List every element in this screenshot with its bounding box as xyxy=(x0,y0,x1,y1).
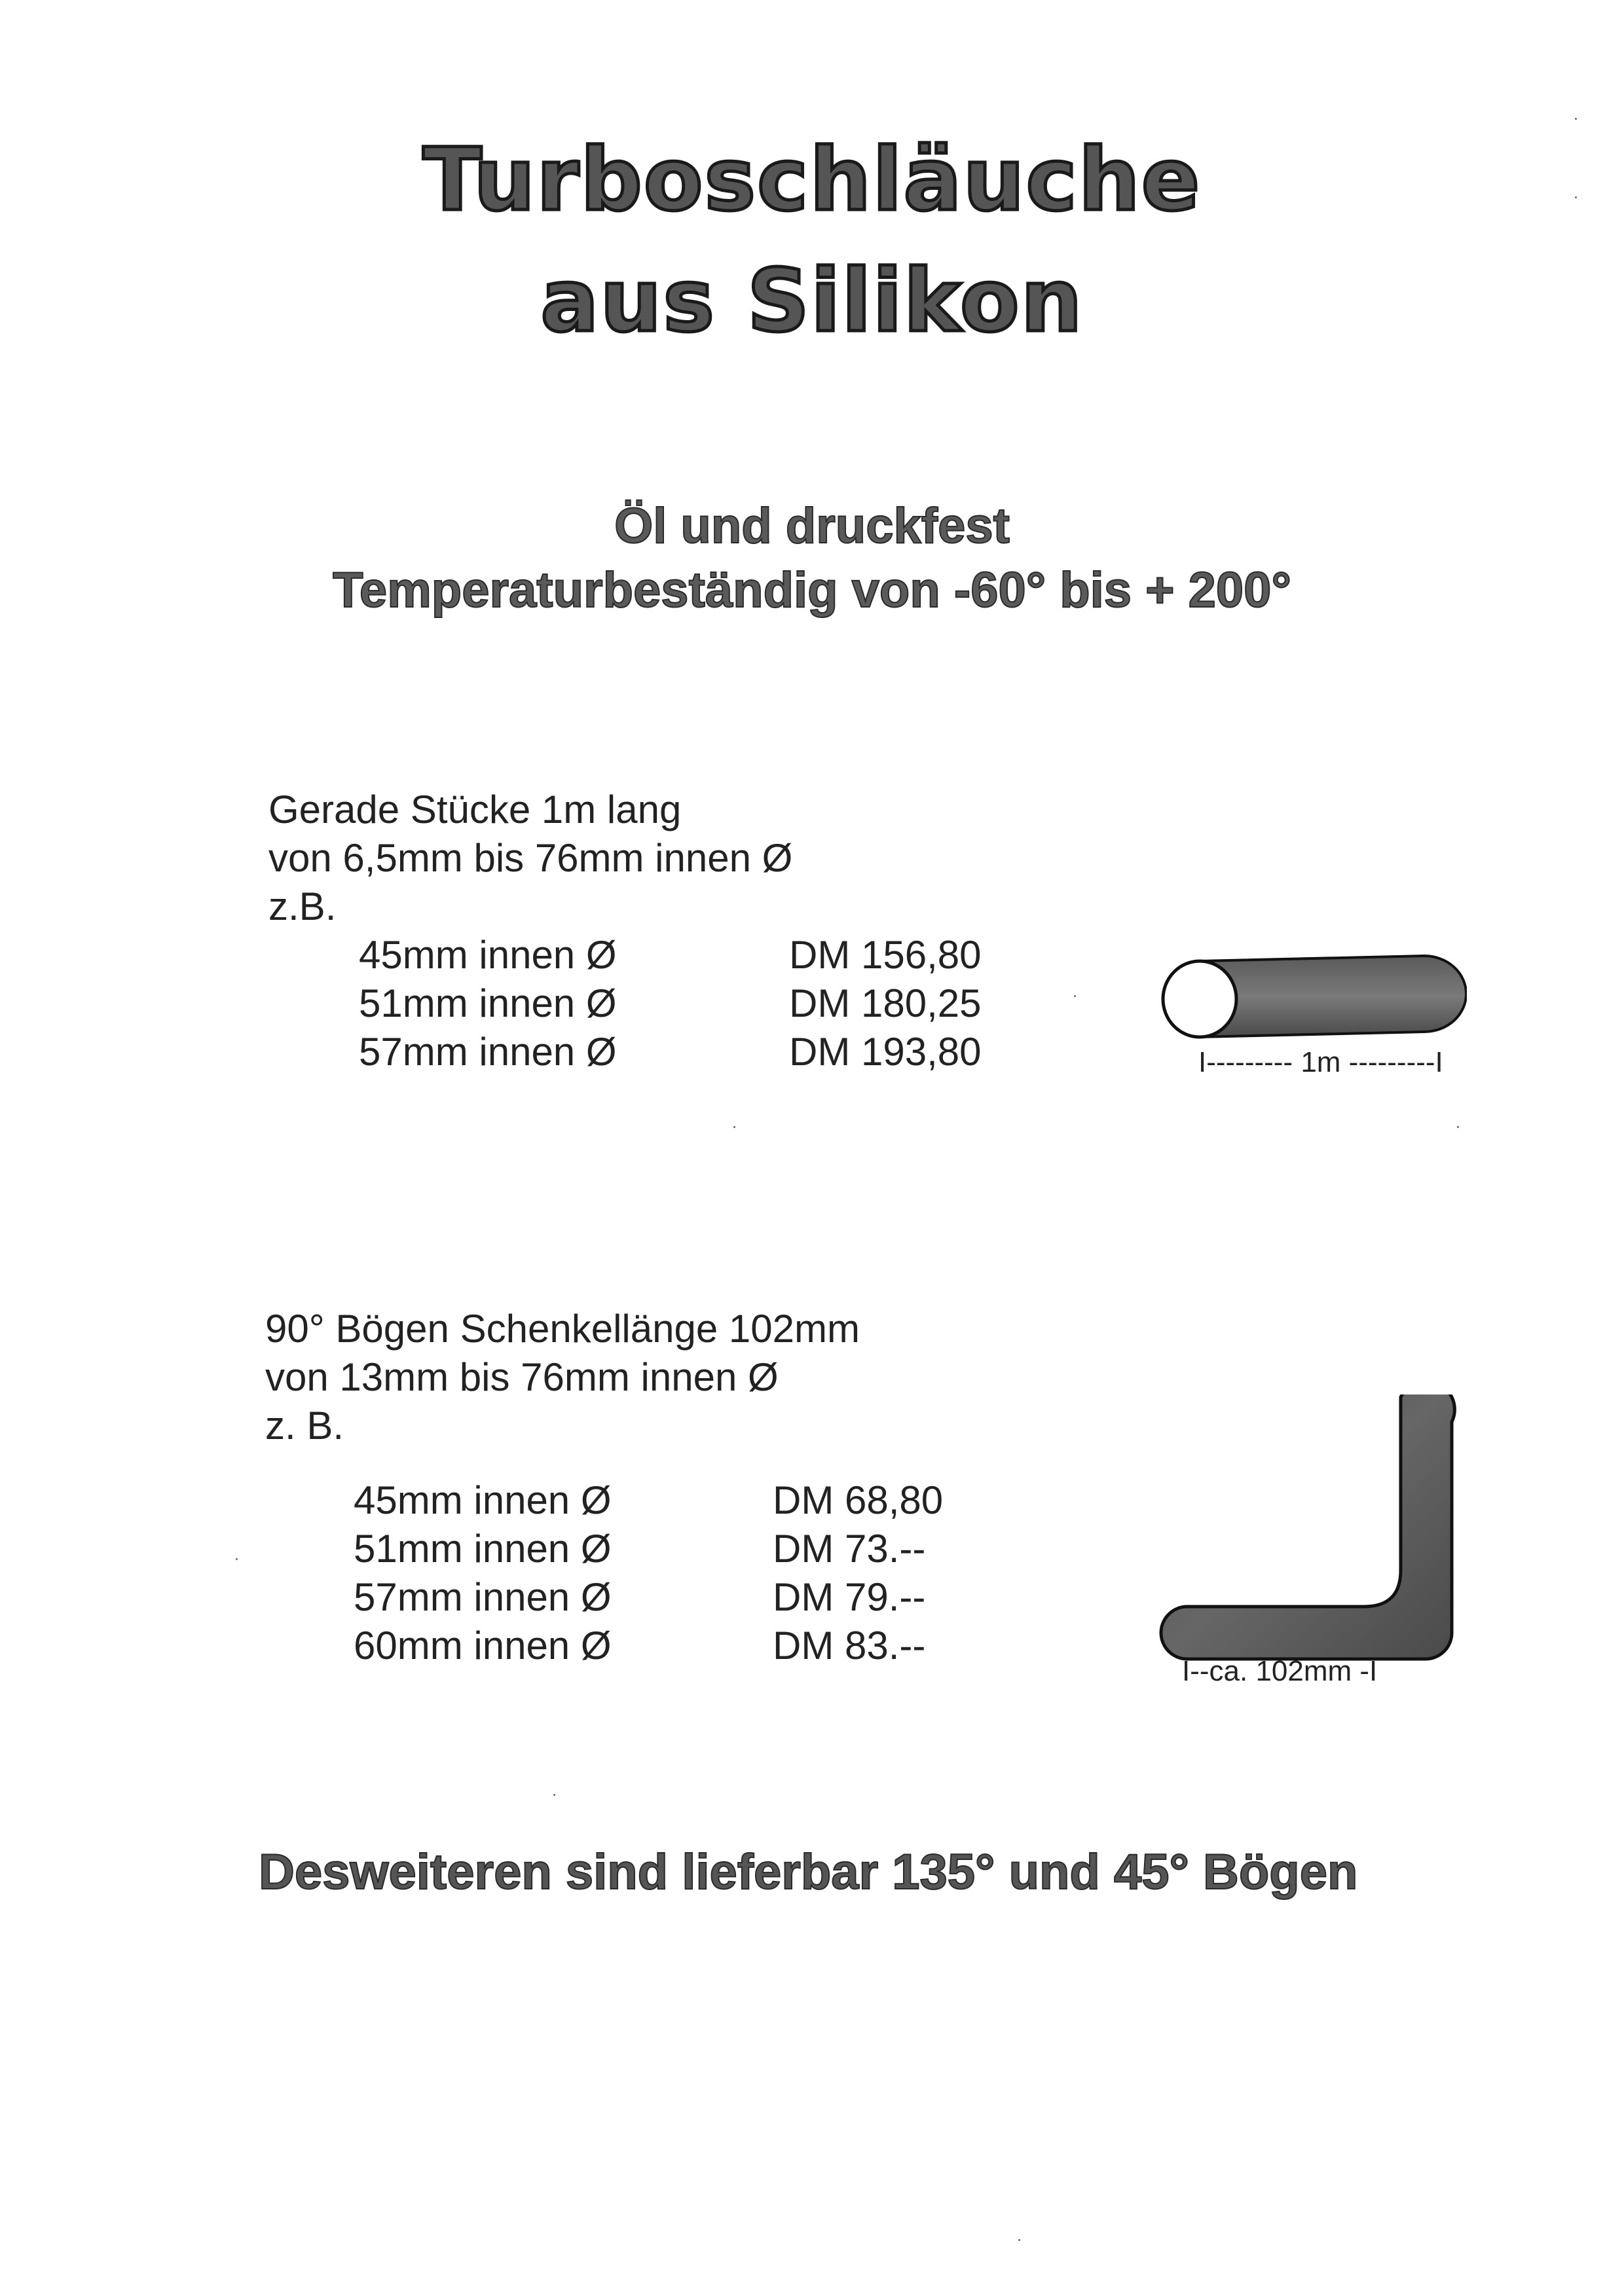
elbow-item-price: DM 79.-- xyxy=(773,1575,926,1619)
scan-speck xyxy=(1018,2239,1020,2241)
elbow-item-size: 51mm innen Ø xyxy=(354,1527,612,1571)
scan-speck xyxy=(733,1126,735,1128)
subtitle-line-2: Temperaturbeständig von -60° bis + 200° xyxy=(333,562,1291,618)
elbow-item-size: 57mm innen Ø xyxy=(354,1575,612,1619)
straight-heading-1: Gerade Stücke 1m lang xyxy=(268,788,682,831)
elbow-heading-1: 90° Bögen Schenkellänge 102mm xyxy=(265,1307,860,1351)
straight-dimension-label: I--------- 1m ---------I xyxy=(1198,1046,1443,1078)
elbow-item-price: DM 83.-- xyxy=(773,1624,926,1667)
title-line-2: aus Silikon xyxy=(540,251,1084,352)
scan-speck xyxy=(1457,1126,1459,1128)
elbow-item-size: 60mm innen Ø xyxy=(354,1624,612,1667)
straight-item-size: 51mm innen Ø xyxy=(359,981,617,1025)
scan-speck xyxy=(1575,118,1577,120)
subtitle-line-1: Öl und druckfest xyxy=(614,498,1010,554)
elbow-hose-illustration xyxy=(1156,1394,1470,1683)
scan-speck xyxy=(553,1794,555,1796)
footer-note: Desweiteren sind lieferbar 135° und 45° Bögen xyxy=(259,1844,1358,1900)
straight-item-price: DM 156,80 xyxy=(789,933,982,977)
straight-item-size: 57mm innen Ø xyxy=(359,1030,617,1074)
straight-item-price: DM 193,80 xyxy=(789,1030,982,1074)
straight-heading-2: von 6,5mm bis 76mm innen Ø xyxy=(268,836,793,880)
elbow-item-price: DM 73.-- xyxy=(773,1527,926,1571)
title-line-1: Turboschläuche xyxy=(422,130,1202,230)
elbow-item-size: 45mm innen Ø xyxy=(354,1478,612,1522)
elbow-example-label: z. B. xyxy=(265,1404,344,1448)
straight-item-size: 45mm innen Ø xyxy=(359,933,617,977)
elbow-heading-2: von 13mm bis 76mm innen Ø xyxy=(265,1355,779,1399)
elbow-dimension-label: I--ca. 102mm -I xyxy=(1182,1655,1378,1687)
scan-speck xyxy=(1575,196,1577,198)
straight-example-label: z.B. xyxy=(268,884,337,928)
scan-speck xyxy=(1074,995,1076,997)
straight-item-price: DM 180,25 xyxy=(789,981,982,1025)
elbow-item-price: DM 68,80 xyxy=(773,1478,944,1522)
scan-speck xyxy=(236,1558,238,1560)
